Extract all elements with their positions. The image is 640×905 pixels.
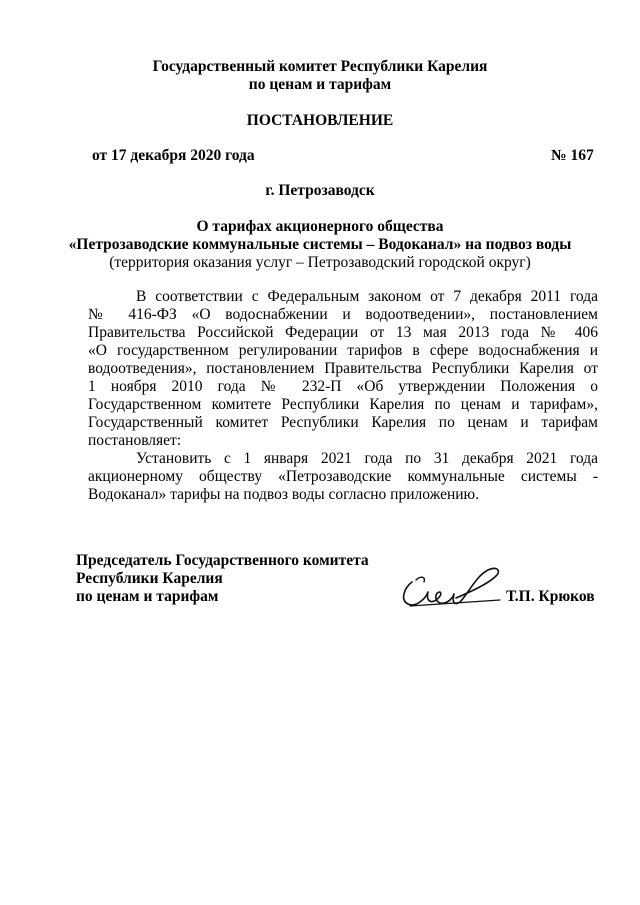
signatory-name: Т.П. Крюков <box>506 588 595 605</box>
signatory-title <box>76 552 369 606</box>
header-line-2: по ценам и тарифам <box>248 76 392 93</box>
body-paragraph-2 <box>88 450 598 504</box>
document-number: № 167 <box>551 147 594 164</box>
subject-line-3: (территория оказания услуг – Петрозаводский городской округ) <box>109 254 531 271</box>
handwritten-signature <box>396 562 506 619</box>
body-line: Государственном комитете Республики Карелия по ценам и тарифам», <box>88 396 598 413</box>
city: г. Петрозаводск <box>265 182 375 199</box>
body-line: Установить с 1 января 2021 года по 31 декабря 2021 года <box>136 450 598 467</box>
body-line: водоотведения», постановлением Правительства Республики Карелия от <box>88 360 598 377</box>
body-line: Государственный комитет Республики Карелия по ценам и тарифам <box>88 414 598 431</box>
body-line: «О государственном регулировании тарифов в сфере водоснабжения и <box>88 342 598 359</box>
document-date: от 17 декабря 2020 года <box>92 147 255 164</box>
subject-line-2: «Петрозаводские коммунальные системы – Водоканал» на подвоз воды <box>68 236 572 253</box>
body-line: акционерному обществу «Петрозаводские коммунальные системы - <box>88 468 598 485</box>
body-paragraph-1 <box>88 288 598 450</box>
body-line: № 416-ФЗ «О водоснабжении и водоотведении», постановлением <box>88 306 598 323</box>
header-line-1: Государственный комитет Республики Карелия <box>152 58 488 75</box>
signatory-title-line-3: по ценам и тарифам <box>76 588 219 605</box>
signatory-title-line-1: Председатель Государственного комитета <box>76 552 369 569</box>
body-line: 1 ноября 2010 года № 232-П «Об утверждении Положения о <box>88 378 598 395</box>
body-line: постановляет: <box>88 432 182 449</box>
body-line: Правительства Российской Федерации от 13 мая 2013 года № 406 <box>88 324 598 341</box>
body-line: В соответствии с Федеральным законом от 7 декабря 2011 года <box>136 288 598 305</box>
subject-line-1: О тарифах акционерного общества <box>196 218 444 235</box>
document-type: ПОСТАНОВЛЕНИЕ <box>246 112 394 129</box>
signatory-title-line-2: Республики Карелия <box>76 570 223 587</box>
body-line: Водоканал» тарифы на подвоз воды согласно приложению. <box>88 486 480 503</box>
signature-icon <box>396 562 506 614</box>
